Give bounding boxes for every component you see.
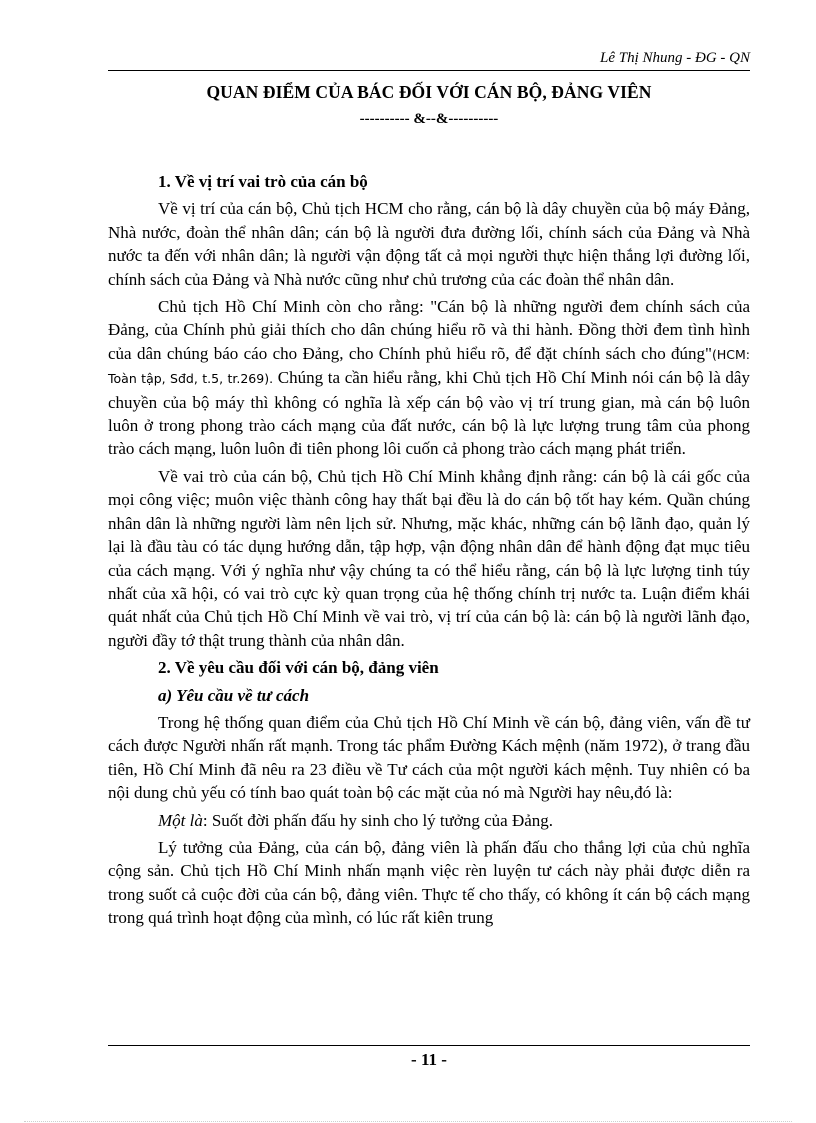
section-1-paragraph-3: Về vai trò của cán bộ, Chủ tịch Hồ Chí Minh khẳng định rằng: cán bộ là cái gốc của mọi công việc; muôn việc thành công hay thất bại đều là do cán bộ tốt hay kém. Quần chúng nhân dân là những người làm nên lịch sử. Nhưng, mặc khác, những cán bộ lãnh đạo, quản lý lại là đầu tàu có tác dụng hướng dẫn, tập hợp, vận động nhân dân để hành động đạt mục tiêu của cách mạng. Với ý nghĩa như vậy chúng ta có thể hiểu rằng, cán bộ là lực lượng tinh túy nhất của xã hội, có vai trò cực kỳ quan trọng của hệ thống chính trị nước ta. Luận điểm khái quát nhất của Chủ tịch Hồ Chí Minh về vai trò, vị trí của cán bộ là: cán bộ là người lãnh đạo, người đầy tớ thật trung thành của nhân dân. — [108, 466, 750, 650]
point-text: : Suốt đời phấn đấu hy sinh cho lý tưởng của Đảng. — [202, 810, 554, 830]
point-label: Một là — [158, 810, 203, 830]
paragraph-continuation: Chúng ta cần hiểu rằng, khi Chủ tịch Hồ Chí Minh nói cán bộ là dây chuyền của bộ máy thì không có nghĩa là xếp cán bộ vào vị trí trung gian, mà cán bộ luôn luôn ở trong phong trào cách mạng của đất nước, cán bộ là lực lượng trung tâm của phong trào cách mạng, luôn luôn đi tiên phong lôi cuốn cả phong trào cách mạng phát triển. — [108, 368, 750, 459]
citation: (HCM: Toàn tập, Sđd, t.5, tr.269). — [108, 346, 750, 387]
section-1-heading: 1. Về vị trí vai trò của cán bộ — [158, 172, 368, 191]
document-title: QUAN ĐIỂM CỦA BÁC ĐỐI VỚI CÁN BỘ, ĐẢNG VIÊN — [206, 82, 652, 102]
footer-divider — [108, 1045, 750, 1046]
section-1-paragraph-2 — [108, 295, 750, 461]
header-author: Lê Thị Nhung - ĐG - QN — [599, 50, 750, 66]
section-1-paragraph-1: Về vị trí của cán bộ, Chủ tịch HCM cho rằng, cán bộ là dây chuyền của bộ máy Đảng, Nhà nước, đoàn thể nhân dân; cán bộ là người đưa đường lối, chính sách của Đảng và Nhà nước ta đến với nhân dân; là người vận động tất cả mọi người thực hiện thắng lợi đường lối, chính sách của Đảng và Nhà nước cũng như chủ trương của các đoàn thể nhân dân. — [108, 199, 750, 289]
document-body — [108, 170, 750, 934]
page-number: - 11 - — [411, 1050, 447, 1069]
page-edge-divider — [24, 1121, 792, 1122]
section-2-paragraph-2 — [108, 809, 750, 832]
section-2a-subheading: a) Yêu cầu về tư cách — [158, 685, 310, 705]
title-ornament: ---------- &--&---------- — [359, 111, 499, 127]
section-2-heading: 2. Về yêu cầu đối với cán bộ, đảng viên — [158, 658, 439, 678]
section-2-paragraph-3: Lý tưởng của Đảng, của cán bộ, đảng viên là phấn đấu cho thắng lợi của chủ nghĩa cộng sản. Chủ tịch Hồ Chí Minh nhấn mạnh việc rèn luyện tư cách này phải được diễn ra trong suốt cả cuộc đời của cán bộ, đảng viên. Thực tế cho thấy, có không ít cán bộ cách mạng trong quá trình hoạt động của mình, có lúc rất kiên trung — [108, 837, 750, 928]
quote-text: Chủ tịch Hồ Chí Minh còn cho rằng: "Cán bộ là những người đem chính sách của Đảng, của Chính phủ giải thích cho dân chúng hiểu rõ và thi hành. Đồng thời đem tình hình của dân chúng báo cáo cho Đảng, cho Chính phủ hiểu rõ, để đặt chính sách cho đúng" — [108, 297, 750, 363]
document-page — [108, 0, 750, 1123]
header-divider — [108, 70, 750, 71]
section-2-paragraph-1: Trong hệ thống quan điểm của Chủ tịch Hồ Chí Minh về cán bộ, đảng viên, vấn đề tư cách được Người nhấn rất mạnh. Trong tác phẩm Đường Kách mệnh (năm 1972), ở trang đầu tiên, Hồ Chí Minh đã nêu ra 23 điều về Tư cách của một người kách mệnh. Tuy nhiên có ba nội dung chủ yếu có tính bao quát toàn bộ các mặt của nó mà Người hay nêu,đó là: — [108, 712, 750, 803]
